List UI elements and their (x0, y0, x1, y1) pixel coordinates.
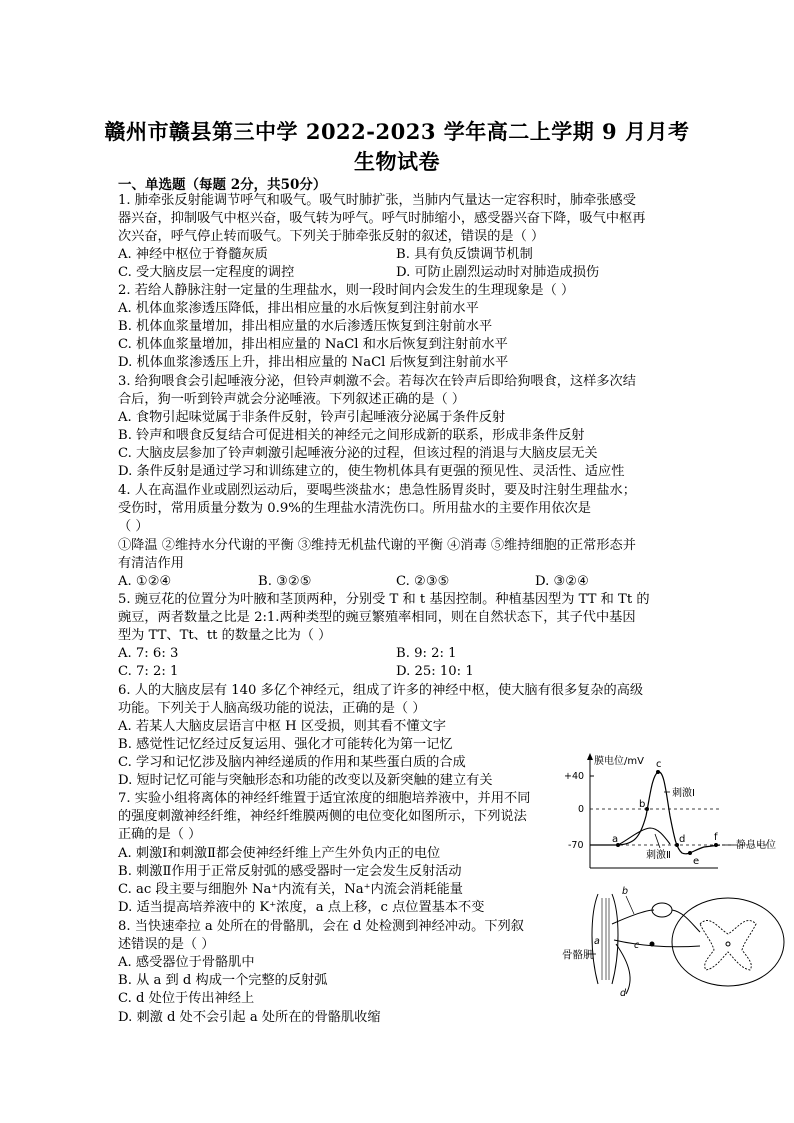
point-c (656, 770, 660, 774)
q3-option-a: A. 食物引起味觉属于非条件反射，铃声引起唾液分泌属于条件反射 (118, 410, 506, 425)
q2-option-c: C. 机体血浆量增加，排出相应量的 NaCl 和水后恢复到注射前水平 (118, 337, 508, 352)
q1-option-b: B. 具有负反馈调节机制 (396, 247, 533, 262)
q4-option-d: D. ③②④ (535, 574, 589, 589)
label-a: a (594, 936, 600, 947)
q1-stem: 次兴奋，呼气停止转而吸气。下列关于肺牵张反射的叙述，错误的是（ ） (118, 229, 545, 244)
q3-stem: 合后，狗一听到铃声就会分泌唾液。下列叙述正确的是（ ） (118, 392, 466, 407)
y-axis-label: 膜电位/mV (594, 756, 644, 767)
q8-stem: 述错误的是（ ） (118, 937, 215, 952)
tick-label-plus40: +40 (564, 771, 585, 782)
q2-option-b: B. 机体血浆量增加，排出相应量的水后渗透压恢复到注射前水平 (118, 319, 493, 334)
q4-option-a: A. ①②④ (118, 574, 172, 589)
section-heading: 一、单选题（每题 2分，共50分） (118, 177, 327, 193)
q1-stem: 器兴奋，抑制吸气中枢兴奋，吸气转为呼气。呼气时肺缩小，感受器兴奋下降，吸气中枢再 (118, 211, 646, 226)
point-a-label: a (612, 834, 619, 845)
gray-matter (700, 921, 756, 971)
q7-stem: 的强度刺激神经纤维，神经纤维膜两侧的电位变化如图所示，下列说法 (118, 809, 527, 824)
membrane-potential-graph (560, 752, 792, 874)
q4-stem: 4. 人在高温作业或剧烈运动后，要喝些淡盐水；患急性肠胃炎时，要及时注射生理盐水； (118, 483, 636, 498)
leader-line (626, 896, 634, 914)
q3-stem: 3. 给狗喂食会引起唾液分泌，但铃声刺激不会。若每次在铃声后即给狗喂食，这样多次结 (118, 374, 636, 389)
muscle-label: 骨骼肌 (562, 949, 594, 961)
efferent-nerve (614, 940, 700, 947)
q5-option-c: C. 7: 2: 1 (118, 664, 179, 679)
q3-option-c: C. 大脑皮层参加了铃声刺激引起唾液分泌的过程，但该过程的消退与大脑皮层无关 (118, 446, 598, 461)
muscle-outline (612, 894, 618, 984)
q1-stem: 1. 肺牵张反射能调节呼气和吸气。吸气时肺扩张，当肺内气量达一定容积时，肺牵张感受 (118, 193, 636, 208)
q5-stem: 豌豆，两者数量之比是 2:1.两种类型的豌豆繁殖率相同，则在自然状态下，其子代中基因 (118, 610, 636, 625)
q3-option-d: D. 条件反射是通过学习和训练建立的，使生物机体具有更强的预见性、灵活性、适应性 (118, 464, 625, 479)
q8-option-b: B. 从 a 到 d 构成一个完整的反射弧 (118, 973, 328, 988)
q6-option-a: A. 若某人大脑皮层语言中枢 H 区受损，则其看不懂文字 (118, 719, 446, 734)
q6-stem: 6. 人的大脑皮层有 140 多亿个神经元，组成了许多的神经中枢，使大脑有很多复杂的高级 (118, 683, 644, 698)
curve-stimulus-2 (618, 828, 670, 845)
curve-stimulus-1 (590, 772, 720, 854)
label-c: c (634, 940, 640, 951)
q6-option-c: C. 学习和记忆涉及脑内神经递质的作用和某些蛋白质的合成 (118, 755, 466, 770)
q7-option-b: B. 刺激Ⅱ作用于正常反射弧的感受器时一定会发生反射活动 (118, 864, 462, 879)
point-e-label: e (693, 856, 700, 867)
q4-stem: （ ） (118, 519, 149, 534)
tick-label-0: 0 (578, 804, 585, 815)
nerve-branch (616, 944, 630, 994)
q2-stem: 2. 若给人静脉注射一定量的生理盐水，则一段时间内会发生的生理现象是（ ） (118, 283, 575, 298)
point-d-label: d (679, 834, 686, 845)
q7-option-c: C. ac 段主要与细胞外 Na⁺内流有关，Na⁺内流会消耗能量 (118, 882, 463, 897)
afferent-nerve (612, 910, 700, 932)
q1-option-d: D. 可防止剧烈运动时对肺造成损伤 (396, 265, 600, 280)
q6-option-b: B. 感觉性记忆经过反复运用、强化才可能转化为第一记忆 (118, 737, 453, 752)
q5-option-d: D. 25: 10: 1 (396, 664, 474, 679)
point-f (714, 843, 718, 847)
q4-option-c: C. ②③⑤ (396, 574, 450, 589)
q6-option-d: D. 短时记忆可能与突触形态和功能的改变以及新突触的建立有关 (118, 773, 493, 788)
reflex-arc-diagram (560, 884, 790, 998)
q4-items: 有清洁作用 (118, 556, 184, 571)
point-c-label: c (656, 759, 662, 770)
ganglion (652, 903, 672, 917)
q8-option-c: C. d 处位于传出神经上 (118, 991, 255, 1006)
central-canal (726, 942, 730, 946)
y-axis-arrow (587, 753, 593, 760)
tick-label-minus70: -70 (568, 840, 584, 851)
point-b-label: b (639, 799, 646, 810)
q4-items: ①降温 ②维持水分代谢的平衡 ③维持无机盐代谢的平衡 ④消毒 ⑤维持细胞的正常形态并 (118, 538, 636, 553)
q7-option-a: A. 刺激Ⅰ和刺激Ⅱ都会使神经纤维上产生外负内正的电位 (118, 846, 441, 861)
q4-option-b: B. ③②⑤ (258, 574, 312, 589)
q5-stem: 5. 豌豆花的位置分为叶腋和茎顶两种，分别受 T 和 t 基因控制。种植基因型为 TT 和 Tt 的 (118, 592, 650, 607)
stimulus-2-label: 刺激Ⅱ (646, 850, 671, 861)
muscle-fibers (602, 898, 609, 980)
leader-line (655, 834, 660, 848)
q1-option-a: A. 神经中枢位于脊髓灰质 (118, 247, 268, 262)
q7-stem: 正确的是（ ） (118, 827, 202, 842)
label-b: b (622, 886, 629, 897)
q4-stem: 受伤时，常用质量分数为 0.9%的生理盐水清洗伤口。所用盐水的主要作用依次是 (118, 501, 591, 516)
q6-stem: 功能。下列关于人脑高级功能的说法，正确的是（ ） (118, 701, 426, 716)
q7-stem: 7. 实验小组将离体的神经纤维置于适宜浓度的细胞培养液中，并用不同 (118, 791, 531, 806)
point-c-marker (650, 942, 655, 947)
q5-option-b: B. 9: 2: 1 (396, 646, 457, 661)
exam-subject-title: 生物试卷 (354, 149, 440, 174)
q2-option-d: D. 机体血浆渗透压上升，排出相应量的 NaCl 后恢复到注射前水平 (118, 355, 509, 370)
label-d: d (620, 988, 627, 998)
q8-option-a: A. 感受器位于骨骼肌中 (118, 955, 255, 970)
q8-stem: 8. 当快速牵拉 a 处所在的骨骼肌，会在 d 处检测到神经冲动。下列叙 (118, 919, 524, 934)
q1-option-c: C. 受大脑皮层一定程度的调控 (118, 265, 295, 280)
q2-option-a: A. 机体血浆渗透压降低，排出相应量的水后恢复到注射前水平 (118, 301, 479, 316)
stimulus-1-label: 刺激Ⅰ (672, 788, 695, 799)
resting-potential-label: 静息电位 (736, 840, 776, 851)
point-e (688, 851, 692, 855)
q7-option-d: D. 适当提高培养液中的 K⁺浓度，a 点上移，c 点位置基本不变 (118, 900, 485, 915)
q3-option-b: B. 铃声和喂食反复结合可促进相关的神经元之间形成新的联系，形成非条件反射 (118, 428, 585, 443)
q8-option-d: D. 刺激 d 处不会引起 a 处所在的骨骼肌收缩 (118, 1010, 381, 1025)
q5-option-a: A. 7: 6: 3 (118, 646, 179, 661)
exam-title: 赣州市赣县第三中学 2022-2023 学年高二上学期 9 月月考 (104, 119, 690, 144)
q5-stem: 型为 TT、Tt、tt 的数量之比为（ ） (118, 628, 332, 643)
point-f-label: f (714, 832, 718, 843)
point-b (645, 807, 649, 811)
